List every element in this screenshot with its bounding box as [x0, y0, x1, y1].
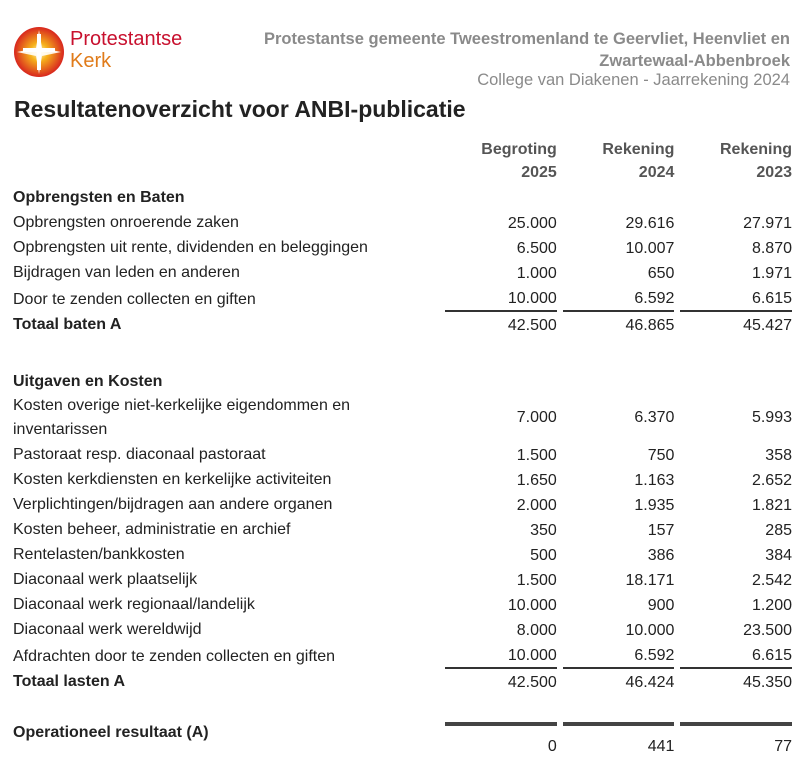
expenses-heading: Uitgaven en Kosten [13, 373, 163, 390]
table-row [13, 235, 792, 260]
value-begroting-2025: 350 [530, 522, 557, 539]
total-rekening-2024: 46.865 [625, 317, 675, 334]
value-rekening-2024: 386 [647, 547, 675, 564]
value-rekening-2024: 6.592 [563, 642, 675, 669]
value-rekening-2024: 6.592 [563, 285, 675, 312]
table-row [13, 394, 792, 442]
value-rekening-2024: 1.163 [634, 472, 675, 489]
total-rekening-2023: 45.427 [743, 317, 792, 334]
value-begroting-2025: 6.500 [516, 240, 557, 257]
column-header-line1: Rekening [719, 141, 792, 158]
column-header-line2: 2024 [638, 164, 675, 181]
protestantse-kerk-logo [13, 26, 65, 78]
table-row [13, 517, 792, 542]
value-rekening-2024: 1.935 [634, 497, 675, 514]
section-heading-row [13, 368, 792, 394]
result-label: Operationeel resultaat (A) [13, 724, 209, 741]
value-rekening-2023: 285 [765, 522, 792, 539]
value-rekening-2023: 384 [765, 547, 792, 564]
result-begroting-2025: 0 [445, 722, 557, 758]
result-rekening-2024: 441 [563, 722, 675, 758]
value-rekening-2023: 27.971 [743, 215, 792, 232]
row-label: Kosten beheer, administratie en archief [13, 521, 291, 538]
table-row [13, 467, 792, 492]
table-row [13, 285, 792, 312]
table-row [13, 492, 792, 517]
total-begroting-2025: 42.500 [507, 674, 557, 691]
row-label: Opbrengsten onroerende zaken [13, 214, 239, 231]
value-rekening-2024: 650 [647, 265, 675, 282]
row-label: Verplichtingen/bijdragen aan andere organen [13, 496, 333, 513]
label-column-header [13, 136, 445, 184]
value-begroting-2025: 1.650 [516, 472, 557, 489]
total-label: Totaal baten A [13, 316, 122, 333]
table-row [13, 542, 792, 567]
row-label: Kosten overige niet-kerkelijke eigendommen en inventarissen [13, 397, 351, 438]
logo-line-1: Protestantse [70, 28, 183, 50]
table-row [13, 210, 792, 235]
value-rekening-2024: 900 [647, 597, 675, 614]
row-label: Afdrachten door te zenden collecten en giften [13, 648, 335, 665]
total-label: Totaal lasten A [13, 673, 126, 690]
report-subtitle: College van Diakenen - Jaarrekening 2024 [477, 71, 790, 89]
row-label: Pastoraat resp. diaconaal pastoraat [13, 446, 266, 463]
table-row [13, 592, 792, 617]
result-rekening-2023: 77 [680, 722, 792, 758]
results-table [13, 136, 792, 758]
value-rekening-2023: 1.200 [751, 597, 792, 614]
row-label: Door te zenden collecten en giften [13, 291, 256, 308]
total-expenses-row [13, 669, 792, 694]
table-row [13, 442, 792, 467]
total-begroting-2025: 42.500 [507, 317, 557, 334]
value-rekening-2023: 5.993 [751, 409, 792, 426]
value-rekening-2024: 18.171 [625, 572, 675, 589]
logo-wordmark [70, 28, 182, 72]
value-rekening-2023: 1.821 [751, 497, 792, 514]
organization-name: Protestantse gemeente Tweestromenland te Geervliet, Heenvliet en Zwartewaal-Abbenbroek [263, 30, 790, 70]
value-begroting-2025: 1.500 [516, 572, 557, 589]
value-begroting-2025: 7.000 [516, 409, 557, 426]
value-begroting-2025: 1.500 [516, 447, 557, 464]
value-rekening-2023: 2.542 [751, 572, 792, 589]
income-heading: Opbrengsten en Baten [13, 189, 185, 206]
column-header-line2: 2025 [521, 164, 557, 181]
row-label: Bijdragen van leden en anderen [13, 264, 240, 281]
column-header-row [13, 136, 792, 184]
value-begroting-2025: 25.000 [507, 215, 557, 232]
row-label: Opbrengsten uit rente, dividenden en beleggingen [13, 239, 368, 256]
total-income-row [13, 312, 792, 337]
value-rekening-2023: 2.652 [751, 472, 792, 489]
column-header-line1: Begroting [481, 141, 557, 158]
value-begroting-2025: 10.000 [445, 285, 557, 312]
table-row [13, 260, 792, 285]
value-rekening-2024: 10.000 [625, 622, 675, 639]
value-rekening-2024: 750 [647, 447, 675, 464]
column-header-line1: Rekening [602, 141, 675, 158]
total-rekening-2023: 45.350 [743, 674, 792, 691]
value-begroting-2025: 2.000 [516, 497, 557, 514]
page-title: Resultatenoverzicht voor ANBI-publicatie [14, 96, 466, 122]
value-rekening-2023: 1.971 [751, 265, 792, 282]
value-begroting-2025: 8.000 [516, 622, 557, 639]
row-label: Rentelasten/bankkosten [13, 546, 185, 563]
value-begroting-2025: 1.000 [516, 265, 557, 282]
total-rekening-2024: 46.424 [625, 674, 675, 691]
row-label: Diaconaal werk regionaal/landelijk [13, 596, 255, 613]
value-begroting-2025: 500 [530, 547, 557, 564]
value-rekening-2024: 10.007 [625, 240, 675, 257]
row-label: Diaconaal werk wereldwijd [13, 621, 202, 638]
value-begroting-2025: 10.000 [445, 642, 557, 669]
value-rekening-2023: 358 [765, 447, 792, 464]
column-header-rekening-2024 [563, 136, 675, 184]
value-rekening-2023: 6.615 [680, 642, 792, 669]
document-header [0, 0, 802, 92]
table-row [13, 617, 792, 642]
column-header-begroting-2025 [445, 136, 557, 184]
value-rekening-2024: 157 [647, 522, 675, 539]
value-rekening-2024: 29.616 [625, 215, 675, 232]
row-label: Diaconaal werk plaatselijk [13, 571, 198, 588]
column-header-rekening-2023 [680, 136, 792, 184]
value-rekening-2023: 6.615 [680, 285, 792, 312]
section-heading-row [13, 184, 792, 210]
logo-line-2: Kerk [70, 50, 112, 72]
row-label: Kosten kerkdiensten en kerkelijke activiteiten [13, 471, 332, 488]
operational-result-row [13, 722, 792, 758]
value-rekening-2024: 6.370 [634, 409, 675, 426]
table-row [13, 567, 792, 592]
table-row [13, 642, 792, 669]
value-rekening-2023: 23.500 [743, 622, 792, 639]
value-begroting-2025: 10.000 [507, 597, 557, 614]
column-header-line2: 2023 [756, 164, 792, 181]
value-rekening-2023: 8.870 [751, 240, 792, 257]
